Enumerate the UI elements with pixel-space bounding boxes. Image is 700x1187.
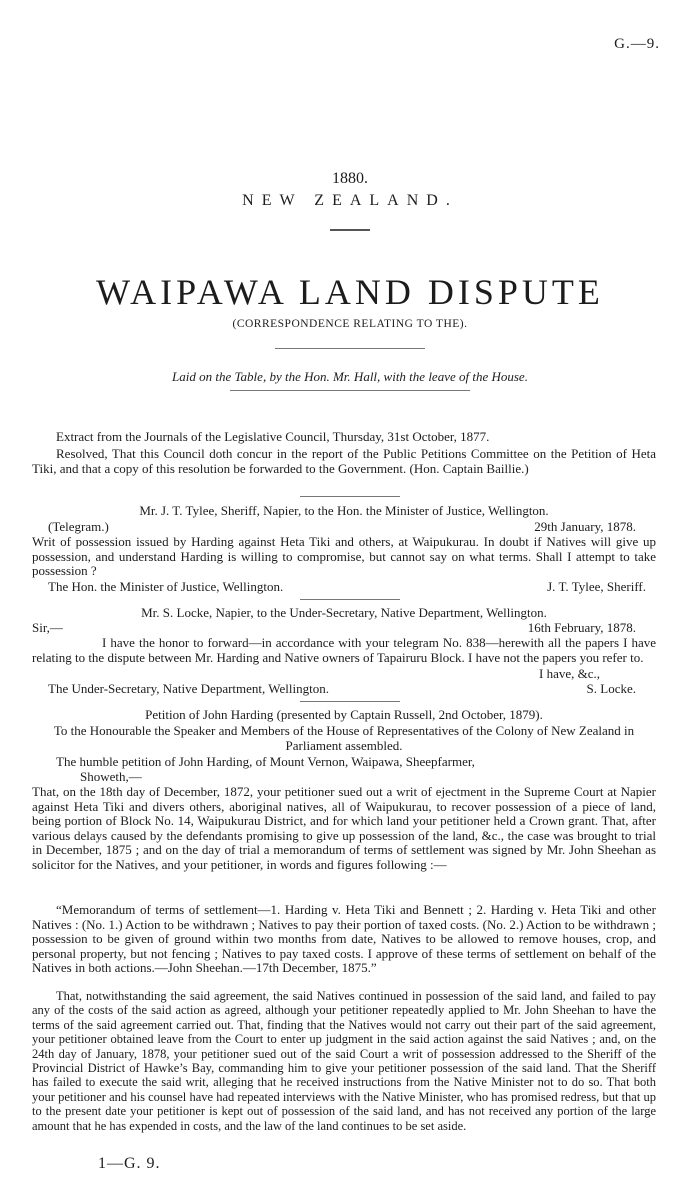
rule	[300, 599, 400, 600]
petition-paragraph-3: That, notwithstanding the said agreement, the said Natives continued in possession of the said land, and failed to pay any of the costs of the said action as agreed, although your petitioner repeatedly applied to Mr. John Sheehan to have the terms of the said agreement carried out. That, finding that the Natives would not carry out their part of the said agreement, your petitioner obtained leave from the Court to enter up judgment in the said action against the said Natives ; and, on the 24th day of January, 1878, your petitioner sued out of the said Court a writ of possession addressed to the Sheriff of the Provincial District of Hawke’s Bay, commanding him to give your petitioner possession of the said land. That the Sheriff has failed to execute the said writ, alleging that he received instructions from the Native Minister not to do so. That both your petitioner and his counsel have had repeated interviews with the Native Minister, who has promised redress, but that up to the present date your petitioner is kept out of possession of the said land, and has not received any portion of the large amount that he has expended in costs, and the law of the land continues to be set aside.	[32, 989, 656, 1133]
extract-resolution: Resolved, That this Council doth concur in the report of the Public Petitions Committee on the Petition of Heta Tiki, and that a copy of this resolution be forwarded to the Government. (Hon. Captain Baillie.)	[32, 446, 656, 476]
locke-salutation: Sir,—	[32, 620, 63, 635]
locke-body: I have the honor to forward—in accordance with your telegram No. 838—herewith all the papers I have relating to the dispute between Mr. Harding and Native owners of Tapairuru Block. I have not the papers you refer to.	[32, 635, 656, 665]
locke-meta	[32, 621, 656, 636]
tylee-date: 29th January, 1878.	[534, 519, 636, 534]
rule	[275, 348, 425, 349]
folio: 1—G. 9.	[98, 1155, 161, 1172]
tylee-addressee: The Hon. the Minister of Justice, Wellington.	[48, 579, 284, 594]
extract-heading: Extract from the Journals of the Legislative Council, Thursday, 31st October, 1877.	[56, 429, 490, 444]
locke-heading: Mr. S. Locke, Napier, to the Under-Secretary, Native Department, Wellington.	[141, 605, 547, 620]
petition-address: To the Honourable the Speaker and Members of the House of Representatives of the Colony of New Zealand in Parliament assembled.	[53, 723, 635, 753]
page-reference: G.—9.	[614, 36, 660, 52]
locke-addressee: The Under-Secretary, Native Department, Wellington.	[48, 681, 329, 696]
locke-closing: I have, &c.,	[538, 666, 600, 681]
country-heading: NEW ZEALAND.	[242, 192, 458, 209]
laid-on-table: Laid on the Table, by the Hon. Mr. Hall, with the leave of the House.	[172, 369, 528, 384]
ornament-divider	[330, 229, 370, 231]
tylee-foot	[32, 580, 656, 595]
rule	[300, 496, 400, 497]
tylee-heading: Mr. J. T. Tylee, Sheriff, Napier, to the Hon. the Minister of Justice, Wellington.	[139, 503, 549, 518]
tylee-meta	[32, 520, 656, 535]
year: 1880.	[332, 170, 368, 187]
tylee-medium: (Telegram.)	[48, 519, 109, 534]
locke-signature: S. Locke.	[586, 681, 636, 696]
document-subtitle: (CORRESPONDENCE RELATING TO THE).	[232, 318, 468, 330]
petition-memorandum: “Memorandum of terms of settlement—1. Harding v. Heta Tiki and Bennett ; 2. Harding v. Heta Tiki and other Natives : (No. 1.) Action to be withdrawn ; Natives to pay their portion of taxed costs. (No. 2.) Action to be withdrawn ; possession to be given of ground within two months from date, Natives to be allowed to remove houses, crop, and personal property, but not fencing ; Natives to pay taxed costs. I approve of these terms of settlement on behalf of the Natives in both actions.—John Sheehan.—17th December, 1875.”	[32, 902, 656, 976]
petition-paragraph-1: That, on the 18th day of December, 1872, your petitioner sued out a writ of ejectment in the Supreme Court at Napier against Heta Tiki and divers others, aboriginal natives, all of Waipukurau, to recover possession of a piece of land, being portion of Block No. 14, Waipukurau District, and for which land your petitioner held a Crown grant. That, after various delays caused by the defendants promising to give up possession of the land, &c., the case was brought to trial in December, 1875 ; and on the day of trial a memorandum of terms of settlement was signed by Mr. John Sheehan as solicitor for the Natives, and your petitioner, in words and figures following :—	[32, 784, 656, 872]
document-title: WAIPAWA LAND DISPUTE	[96, 272, 604, 312]
rule	[300, 701, 400, 702]
locke-foot	[32, 682, 656, 697]
locke-date: 16th February, 1878.	[527, 620, 636, 635]
petition-showeth: Showeth,—	[80, 769, 142, 784]
rule	[230, 390, 470, 391]
locke-closing-row	[32, 667, 656, 682]
petition-humble: The humble petition of John Harding, of Mount Vernon, Waipawa, Sheepfarmer,	[56, 754, 475, 769]
petition-heading: Petition of John Harding (presented by Captain Russell, 2nd October, 1879).	[145, 707, 543, 722]
tylee-body: Writ of possession issued by Harding against Heta Tiki and others, at Waipukurau. In doubt if Natives will give up possession, and understand Harding is willing to compromise, but cannot say on what terms. Shall I attempt to take possession ?	[32, 534, 656, 579]
tylee-signature: J. T. Tylee, Sheriff.	[547, 579, 646, 594]
